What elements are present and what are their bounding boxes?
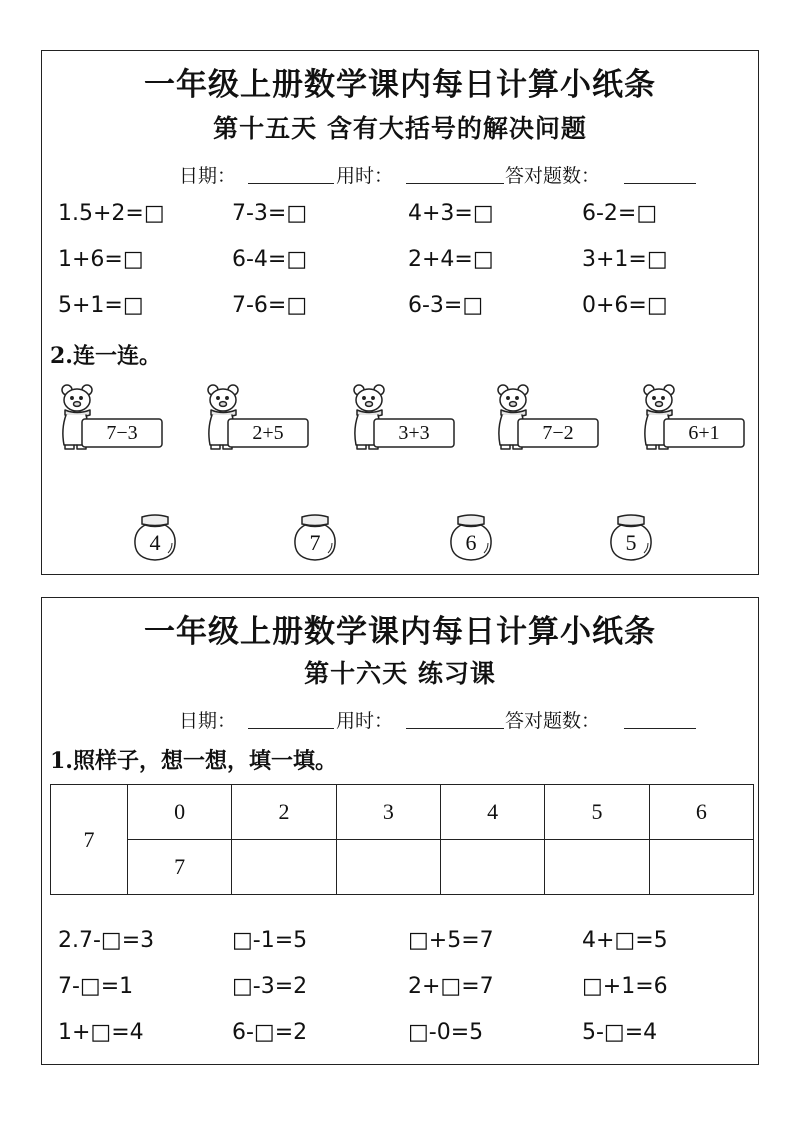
bear-sign-expression: 6+1: [688, 422, 720, 444]
worksheet-day-16: [41, 597, 759, 1065]
section-heading-fill: 1.照样子，想一想，填一填。: [50, 748, 337, 774]
table-cell-bottom[interactable]: [440, 840, 544, 895]
sheet-title: 一年级上册数学课内每日计算小纸条: [144, 67, 656, 103]
correct-count-label: 答对题数：: [505, 710, 601, 732]
sheet-subtitle: 第十六天 练习课: [304, 659, 496, 688]
bear-sign-expression: 7−3: [106, 422, 138, 444]
total-cell: 7: [51, 785, 128, 895]
time-blank[interactable]: [406, 728, 504, 729]
date-label: 日期：: [179, 710, 237, 732]
equation[interactable]: □-0=5: [408, 1020, 484, 1045]
table-cell-top: 4: [440, 785, 544, 840]
honey-jar-number: 6: [465, 530, 477, 555]
equation[interactable]: 2+□=7: [408, 974, 494, 999]
sheet-subtitle: 第十五天 含有大括号的解决问题: [213, 114, 587, 143]
equation[interactable]: □+5=7: [408, 928, 494, 953]
time-label: 用时：: [336, 710, 394, 732]
equation[interactable]: □-1=5: [232, 928, 308, 953]
equation[interactable]: 0+6=□: [582, 293, 668, 318]
equation[interactable]: 2.7-□=3: [58, 928, 155, 953]
section-heading-match: 2.连一连。: [50, 343, 161, 369]
honey-jar-number: 5: [625, 530, 637, 555]
bear-with-sign[interactable]: [56, 381, 164, 451]
honey-jar-number: 4: [149, 530, 161, 555]
equation[interactable]: 5+1=□: [58, 293, 144, 318]
equation[interactable]: 1+□=4: [58, 1020, 144, 1045]
bear-with-sign[interactable]: [202, 381, 310, 451]
equation[interactable]: 7-6=□: [232, 293, 308, 318]
date-label: 日期：: [179, 165, 237, 187]
equation[interactable]: 4+3=□: [408, 201, 494, 226]
equation[interactable]: 5-□=4: [582, 1020, 658, 1045]
correct-count-label: 答对题数：: [505, 165, 601, 187]
honey-jar[interactable]: [130, 513, 180, 563]
equation[interactable]: 6-□=2: [232, 1020, 308, 1045]
date-blank[interactable]: [248, 728, 334, 729]
time-blank[interactable]: [406, 183, 504, 184]
bear-with-sign[interactable]: [492, 381, 600, 451]
bear-with-sign[interactable]: [638, 381, 746, 451]
table-cell-top: 6: [649, 785, 753, 840]
equation[interactable]: 6-3=□: [408, 293, 484, 318]
honey-jar[interactable]: [290, 513, 340, 563]
table-cell-top: 2: [232, 785, 336, 840]
table-cell-top: 0: [128, 785, 232, 840]
bear-sign-expression: 7−2: [542, 422, 574, 444]
worksheet-day-15: [41, 50, 759, 575]
equation[interactable]: 2+4=□: [408, 247, 494, 272]
decomposition-table: [50, 784, 754, 895]
table-cell-top: 3: [336, 785, 440, 840]
equation[interactable]: 1.5+2=□: [58, 201, 165, 226]
date-blank[interactable]: [248, 183, 334, 184]
table-cell-bottom: 7: [128, 840, 232, 895]
table-cell-bottom[interactable]: [336, 840, 440, 895]
sheet-title: 一年级上册数学课内每日计算小纸条: [144, 614, 656, 650]
equation[interactable]: □-3=2: [232, 974, 308, 999]
equation[interactable]: 6-4=□: [232, 247, 308, 272]
honey-jar[interactable]: [606, 513, 656, 563]
bear-with-sign[interactable]: [348, 381, 456, 451]
correct-count-blank[interactable]: [624, 183, 696, 184]
equation[interactable]: 1+6=□: [58, 247, 144, 272]
bear-sign-expression: 3+3: [398, 422, 430, 444]
table-cell-top: 5: [545, 785, 649, 840]
equation[interactable]: 3+1=□: [582, 247, 668, 272]
honey-jar[interactable]: [446, 513, 496, 563]
table-cell-bottom[interactable]: [545, 840, 649, 895]
correct-count-blank[interactable]: [624, 728, 696, 729]
equation[interactable]: 6-2=□: [582, 201, 658, 226]
equation[interactable]: 7-3=□: [232, 201, 308, 226]
equation[interactable]: 7-□=1: [58, 974, 134, 999]
table-cell-bottom[interactable]: [232, 840, 336, 895]
bear-sign-expression: 2+5: [252, 422, 284, 444]
time-label: 用时：: [336, 165, 394, 187]
equation[interactable]: 4+□=5: [582, 928, 668, 953]
table-cell-bottom[interactable]: [649, 840, 753, 895]
equation[interactable]: □+1=6: [582, 974, 668, 999]
honey-jar-number: 7: [309, 530, 321, 555]
